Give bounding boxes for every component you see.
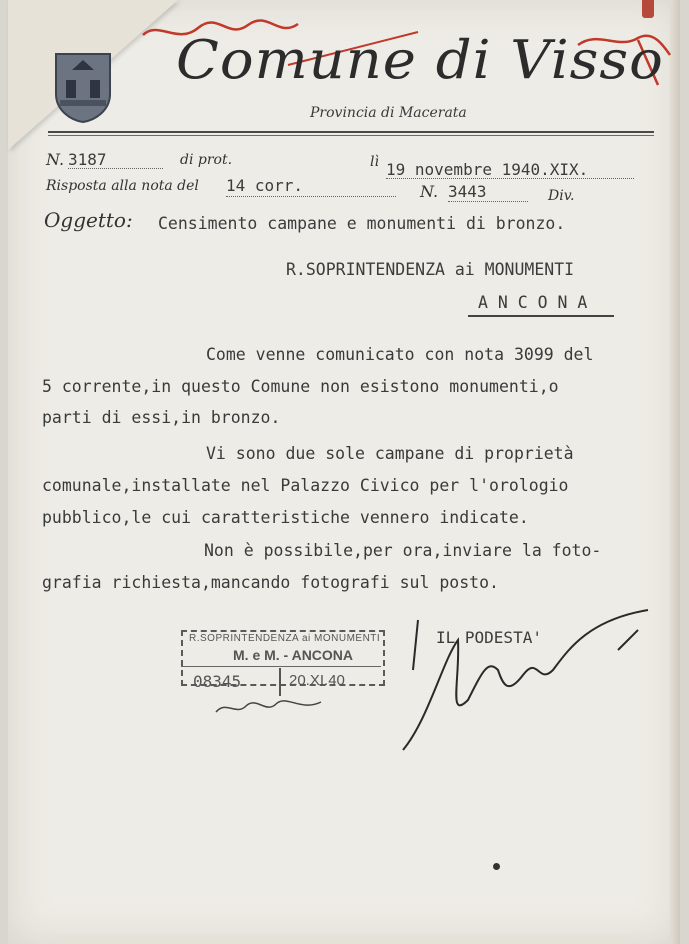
subject-label: Oggetto: <box>44 208 133 232</box>
recipient-line-2: A N C O N A <box>478 293 588 312</box>
document-page <box>8 0 680 944</box>
dotted-line <box>68 168 163 169</box>
recipient-underline <box>468 315 614 317</box>
dotted-line <box>226 196 396 197</box>
signatory-title: IL PODESTA' <box>436 628 542 647</box>
div-label: Div. <box>548 188 575 204</box>
body-line: grafia richiesta,mancando fotografi sul posto. <box>42 573 499 592</box>
body-line: Non è possibile,per ora,inviare la foto- <box>204 541 602 560</box>
body-line: parti di essi,in bronzo. <box>42 408 281 427</box>
prot-number: 3187 <box>68 150 107 169</box>
body-line: pubblico,le cui caratteristiche vennero indicate. <box>42 508 529 527</box>
handwritten-signature <box>388 600 658 770</box>
body-line: 5 corrente,in questo Comune non esistono monumenti,o <box>42 377 559 396</box>
divider <box>48 135 654 136</box>
subject-text: Censimento campane e monumenti di bronzo. <box>158 214 566 233</box>
letterhead-title: Comune di Visso <box>176 29 664 92</box>
dotted-line <box>448 201 528 202</box>
stamp-separator <box>279 668 281 696</box>
letter-date: 19 novembre 1940.XIX. <box>386 160 589 179</box>
recipient-line-1: R.SOPRINTENDENZA ai MONUMENTI <box>286 260 575 279</box>
body-line: Come venne comunicato con nota 3099 del <box>206 345 594 364</box>
reply-date: 14 corr. <box>226 176 304 195</box>
reply-label: Risposta alla nota del <box>46 178 199 194</box>
body-line: Vi sono due sole campane di proprietà <box>206 444 574 463</box>
stamp-date: 20.XI.40 <box>289 672 345 689</box>
prot-prefix: N. <box>46 150 65 169</box>
stamp-header: R.SOPRINTENDENZA ai MONUMENTI <box>189 633 381 644</box>
reply-n-prefix: N. <box>420 182 439 201</box>
reception-stamp <box>181 630 386 720</box>
dotted-line <box>386 178 634 179</box>
body-line: comunale,installate nel Palazzo Civico per l'orologio <box>42 476 569 495</box>
page-edge <box>670 0 680 944</box>
prot-label: di prot. <box>180 152 233 168</box>
stamp-number: 08345 <box>193 672 242 691</box>
stamp-office: M. e M. - ANCONA <box>233 647 354 663</box>
divider <box>48 131 654 133</box>
reply-number: 3443 <box>448 182 487 201</box>
stamp-divider <box>181 666 381 667</box>
ink-dot <box>493 863 500 870</box>
date-prefix: lì <box>370 154 379 170</box>
coat-of-arms-icon <box>52 50 114 124</box>
letterhead-subtitle: Provincia di Macerata <box>310 105 467 121</box>
stamp-initials-scribble <box>211 694 331 720</box>
